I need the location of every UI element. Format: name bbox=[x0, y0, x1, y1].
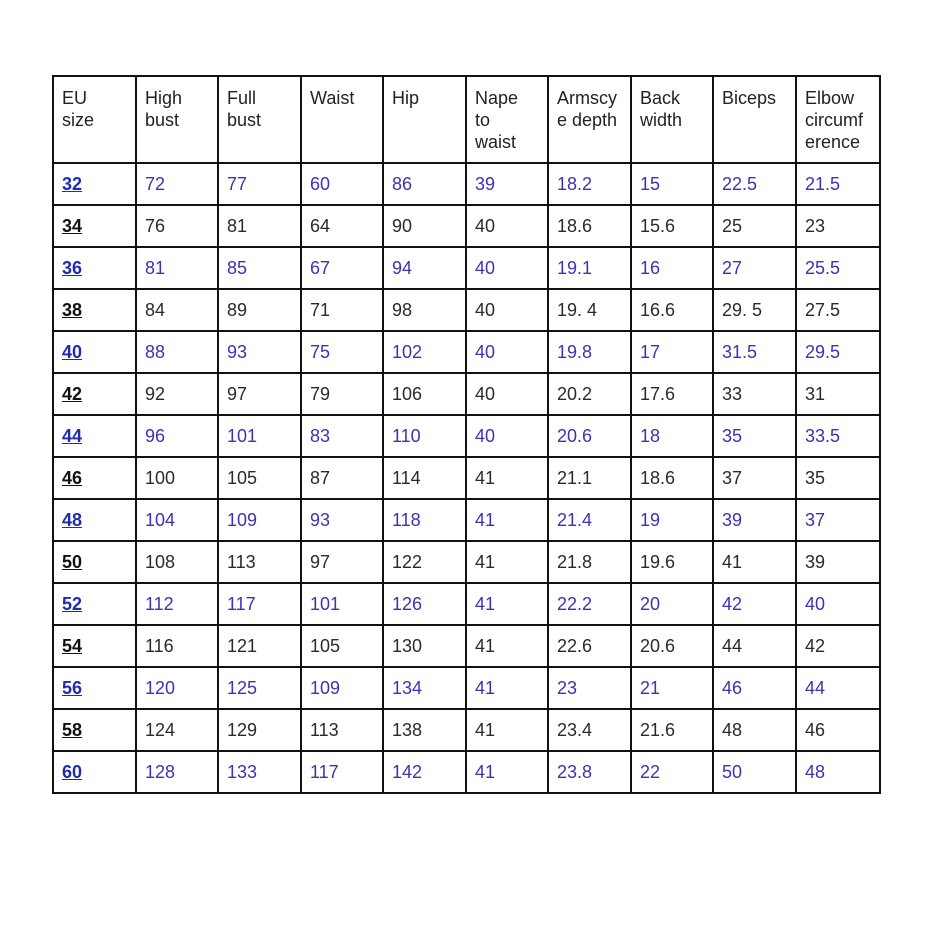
cell-waist: 117 bbox=[301, 751, 383, 793]
cell-elbow-circumference: 29.5 bbox=[796, 331, 880, 373]
cell-full-bust: 81 bbox=[218, 205, 301, 247]
cell-elbow-circumference: 33.5 bbox=[796, 415, 880, 457]
table-row bbox=[53, 373, 880, 415]
cell-full-bust: 129 bbox=[218, 709, 301, 751]
cell-nape-to-waist: 41 bbox=[466, 457, 548, 499]
cell-elbow-circumference: 42 bbox=[796, 625, 880, 667]
size-link[interactable]: 58 bbox=[53, 709, 136, 751]
size-link[interactable]: 56 bbox=[53, 667, 136, 709]
size-link[interactable]: 40 bbox=[53, 331, 136, 373]
cell-nape-to-waist: 41 bbox=[466, 667, 548, 709]
cell-high-bust: 120 bbox=[136, 667, 218, 709]
cell-waist: 93 bbox=[301, 499, 383, 541]
cell-back-width: 16.6 bbox=[631, 289, 713, 331]
size-link[interactable]: 50 bbox=[53, 541, 136, 583]
cell-full-bust: 121 bbox=[218, 625, 301, 667]
cell-high-bust: 112 bbox=[136, 583, 218, 625]
cell-elbow-circumference: 37 bbox=[796, 499, 880, 541]
header-nape-to-waist: Nape to waist bbox=[466, 76, 548, 163]
header-elbow-circumference: Elbow circumf erence bbox=[796, 76, 880, 163]
cell-elbow-circumference: 35 bbox=[796, 457, 880, 499]
cell-waist: 97 bbox=[301, 541, 383, 583]
size-link[interactable]: 60 bbox=[53, 751, 136, 793]
table-row bbox=[53, 457, 880, 499]
size-link[interactable]: 34 bbox=[53, 205, 136, 247]
table-row bbox=[53, 709, 880, 751]
cell-high-bust: 88 bbox=[136, 331, 218, 373]
cell-nape-to-waist: 41 bbox=[466, 583, 548, 625]
cell-high-bust: 81 bbox=[136, 247, 218, 289]
cell-nape-to-waist: 40 bbox=[466, 247, 548, 289]
cell-full-bust: 77 bbox=[218, 163, 301, 205]
cell-waist: 105 bbox=[301, 625, 383, 667]
cell-waist: 64 bbox=[301, 205, 383, 247]
cell-biceps: 37 bbox=[713, 457, 796, 499]
header-waist: Waist bbox=[301, 76, 383, 163]
cell-back-width: 18 bbox=[631, 415, 713, 457]
cell-hip: 142 bbox=[383, 751, 466, 793]
table-row bbox=[53, 667, 880, 709]
cell-biceps: 48 bbox=[713, 709, 796, 751]
cell-nape-to-waist: 41 bbox=[466, 541, 548, 583]
cell-high-bust: 84 bbox=[136, 289, 218, 331]
cell-back-width: 20.6 bbox=[631, 625, 713, 667]
size-link[interactable]: 32 bbox=[53, 163, 136, 205]
header-armscye-depth: Armscy e depth bbox=[548, 76, 631, 163]
cell-armscye-depth: 21.4 bbox=[548, 499, 631, 541]
cell-hip: 102 bbox=[383, 331, 466, 373]
cell-hip: 114 bbox=[383, 457, 466, 499]
cell-biceps: 33 bbox=[713, 373, 796, 415]
cell-armscye-depth: 22.6 bbox=[548, 625, 631, 667]
cell-armscye-depth: 19. 4 bbox=[548, 289, 631, 331]
cell-back-width: 21.6 bbox=[631, 709, 713, 751]
cell-armscye-depth: 18.6 bbox=[548, 205, 631, 247]
cell-hip: 90 bbox=[383, 205, 466, 247]
table-row bbox=[53, 163, 880, 205]
cell-armscye-depth: 20.2 bbox=[548, 373, 631, 415]
header-high-bust: High bust bbox=[136, 76, 218, 163]
cell-elbow-circumference: 25.5 bbox=[796, 247, 880, 289]
table-row bbox=[53, 583, 880, 625]
cell-armscye-depth: 23.8 bbox=[548, 751, 631, 793]
cell-biceps: 44 bbox=[713, 625, 796, 667]
header-full-bust: Full bust bbox=[218, 76, 301, 163]
cell-biceps: 42 bbox=[713, 583, 796, 625]
table-row bbox=[53, 541, 880, 583]
cell-biceps: 46 bbox=[713, 667, 796, 709]
cell-hip: 138 bbox=[383, 709, 466, 751]
cell-waist: 83 bbox=[301, 415, 383, 457]
cell-high-bust: 76 bbox=[136, 205, 218, 247]
cell-biceps: 39 bbox=[713, 499, 796, 541]
size-link[interactable]: 42 bbox=[53, 373, 136, 415]
header-back-width: Back width bbox=[631, 76, 713, 163]
cell-nape-to-waist: 41 bbox=[466, 709, 548, 751]
cell-hip: 110 bbox=[383, 415, 466, 457]
cell-high-bust: 72 bbox=[136, 163, 218, 205]
cell-hip: 130 bbox=[383, 625, 466, 667]
cell-biceps: 35 bbox=[713, 415, 796, 457]
cell-hip: 106 bbox=[383, 373, 466, 415]
cell-elbow-circumference: 23 bbox=[796, 205, 880, 247]
cell-high-bust: 124 bbox=[136, 709, 218, 751]
cell-full-bust: 85 bbox=[218, 247, 301, 289]
cell-nape-to-waist: 40 bbox=[466, 205, 548, 247]
cell-biceps: 41 bbox=[713, 541, 796, 583]
cell-waist: 71 bbox=[301, 289, 383, 331]
cell-waist: 67 bbox=[301, 247, 383, 289]
size-link[interactable]: 46 bbox=[53, 457, 136, 499]
cell-biceps: 27 bbox=[713, 247, 796, 289]
cell-waist: 113 bbox=[301, 709, 383, 751]
size-chart-table bbox=[52, 75, 881, 794]
cell-nape-to-waist: 40 bbox=[466, 289, 548, 331]
cell-waist: 87 bbox=[301, 457, 383, 499]
table-row bbox=[53, 751, 880, 793]
cell-full-bust: 113 bbox=[218, 541, 301, 583]
cell-armscye-depth: 20.6 bbox=[548, 415, 631, 457]
cell-armscye-depth: 19.1 bbox=[548, 247, 631, 289]
table-row bbox=[53, 499, 880, 541]
cell-armscye-depth: 22.2 bbox=[548, 583, 631, 625]
cell-nape-to-waist: 39 bbox=[466, 163, 548, 205]
cell-armscye-depth: 21.8 bbox=[548, 541, 631, 583]
cell-back-width: 21 bbox=[631, 667, 713, 709]
cell-biceps: 22.5 bbox=[713, 163, 796, 205]
cell-back-width: 15.6 bbox=[631, 205, 713, 247]
cell-back-width: 19 bbox=[631, 499, 713, 541]
cell-full-bust: 89 bbox=[218, 289, 301, 331]
cell-back-width: 15 bbox=[631, 163, 713, 205]
cell-elbow-circumference: 39 bbox=[796, 541, 880, 583]
cell-high-bust: 96 bbox=[136, 415, 218, 457]
cell-armscye-depth: 19.8 bbox=[548, 331, 631, 373]
cell-full-bust: 97 bbox=[218, 373, 301, 415]
cell-elbow-circumference: 27.5 bbox=[796, 289, 880, 331]
cell-biceps: 25 bbox=[713, 205, 796, 247]
cell-elbow-circumference: 31 bbox=[796, 373, 880, 415]
cell-back-width: 18.6 bbox=[631, 457, 713, 499]
cell-nape-to-waist: 41 bbox=[466, 499, 548, 541]
cell-elbow-circumference: 40 bbox=[796, 583, 880, 625]
cell-full-bust: 125 bbox=[218, 667, 301, 709]
header-eu-size: EU size bbox=[53, 76, 136, 163]
cell-nape-to-waist: 41 bbox=[466, 625, 548, 667]
cell-full-bust: 109 bbox=[218, 499, 301, 541]
cell-waist: 79 bbox=[301, 373, 383, 415]
cell-waist: 101 bbox=[301, 583, 383, 625]
table-row bbox=[53, 331, 880, 373]
size-link[interactable]: 52 bbox=[53, 583, 136, 625]
cell-high-bust: 104 bbox=[136, 499, 218, 541]
cell-nape-to-waist: 40 bbox=[466, 331, 548, 373]
cell-high-bust: 116 bbox=[136, 625, 218, 667]
cell-hip: 86 bbox=[383, 163, 466, 205]
cell-hip: 98 bbox=[383, 289, 466, 331]
table-row bbox=[53, 247, 880, 289]
cell-back-width: 16 bbox=[631, 247, 713, 289]
cell-nape-to-waist: 40 bbox=[466, 415, 548, 457]
cell-biceps: 31.5 bbox=[713, 331, 796, 373]
cell-waist: 109 bbox=[301, 667, 383, 709]
cell-high-bust: 92 bbox=[136, 373, 218, 415]
size-link[interactable]: 38 bbox=[53, 289, 136, 331]
cell-elbow-circumference: 46 bbox=[796, 709, 880, 751]
cell-armscye-depth: 23 bbox=[548, 667, 631, 709]
cell-armscye-depth: 23.4 bbox=[548, 709, 631, 751]
cell-high-bust: 108 bbox=[136, 541, 218, 583]
cell-back-width: 20 bbox=[631, 583, 713, 625]
header-hip: Hip bbox=[383, 76, 466, 163]
cell-waist: 75 bbox=[301, 331, 383, 373]
cell-hip: 122 bbox=[383, 541, 466, 583]
cell-hip: 126 bbox=[383, 583, 466, 625]
size-link[interactable]: 48 bbox=[53, 499, 136, 541]
header-biceps: Biceps bbox=[713, 76, 796, 163]
cell-full-bust: 105 bbox=[218, 457, 301, 499]
table-row bbox=[53, 205, 880, 247]
cell-nape-to-waist: 40 bbox=[466, 373, 548, 415]
cell-armscye-depth: 18.2 bbox=[548, 163, 631, 205]
cell-full-bust: 133 bbox=[218, 751, 301, 793]
cell-full-bust: 101 bbox=[218, 415, 301, 457]
size-link[interactable]: 54 bbox=[53, 625, 136, 667]
cell-elbow-circumference: 44 bbox=[796, 667, 880, 709]
cell-back-width: 22 bbox=[631, 751, 713, 793]
cell-waist: 60 bbox=[301, 163, 383, 205]
cell-full-bust: 93 bbox=[218, 331, 301, 373]
cell-high-bust: 100 bbox=[136, 457, 218, 499]
cell-elbow-circumference: 48 bbox=[796, 751, 880, 793]
cell-hip: 118 bbox=[383, 499, 466, 541]
cell-back-width: 19.6 bbox=[631, 541, 713, 583]
table-body bbox=[53, 163, 880, 793]
cell-high-bust: 128 bbox=[136, 751, 218, 793]
cell-hip: 134 bbox=[383, 667, 466, 709]
cell-biceps: 29. 5 bbox=[713, 289, 796, 331]
table-row bbox=[53, 289, 880, 331]
cell-biceps: 50 bbox=[713, 751, 796, 793]
cell-back-width: 17.6 bbox=[631, 373, 713, 415]
size-link[interactable]: 44 bbox=[53, 415, 136, 457]
header-row bbox=[53, 76, 880, 163]
cell-full-bust: 117 bbox=[218, 583, 301, 625]
cell-back-width: 17 bbox=[631, 331, 713, 373]
cell-hip: 94 bbox=[383, 247, 466, 289]
size-link[interactable]: 36 bbox=[53, 247, 136, 289]
cell-nape-to-waist: 41 bbox=[466, 751, 548, 793]
table-row bbox=[53, 415, 880, 457]
cell-elbow-circumference: 21.5 bbox=[796, 163, 880, 205]
table-row bbox=[53, 625, 880, 667]
cell-armscye-depth: 21.1 bbox=[548, 457, 631, 499]
